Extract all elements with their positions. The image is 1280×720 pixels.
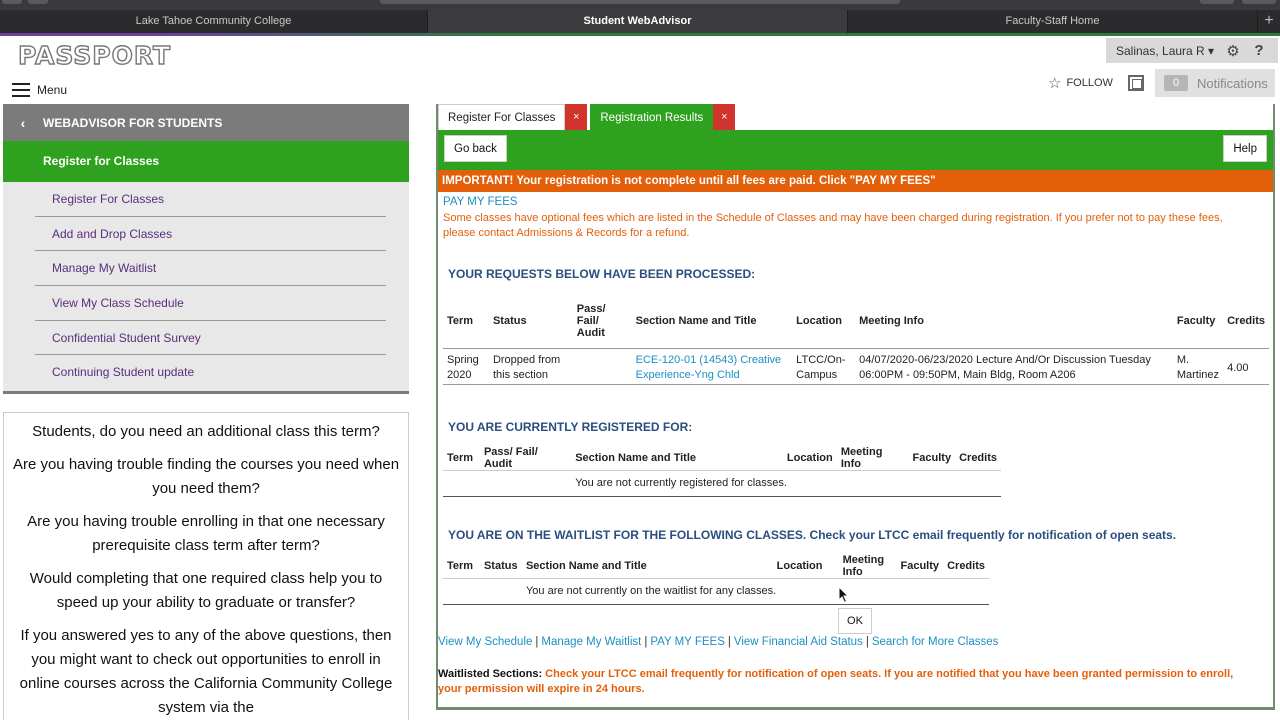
column-header: Credits <box>947 560 985 572</box>
sidebar-header-label: WEBADVISOR FOR STUDENTS <box>43 115 223 130</box>
registered-table <box>443 446 1001 497</box>
column-header: Meeting Info <box>842 554 885 578</box>
content-tabs <box>438 104 738 130</box>
chevron-left-icon[interactable]: ‹ <box>20 114 26 131</box>
column-header: Location <box>786 452 833 464</box>
status-cell: Dropped from this section <box>492 353 561 381</box>
waitlist-note-label: Waitlisted Sections: <box>438 668 543 680</box>
menu-button[interactable] <box>12 83 67 97</box>
meeting-cell: 04/07/2020-06/23/2020 Lecture And/Or Discussion Tuesday 06:00PM - 09:50PM, Main Bldg, Room A206 <box>859 353 1151 381</box>
pay-my-fees-footer-link[interactable]: PAY MY FEES <box>650 636 725 648</box>
column-header: Credits <box>1227 314 1265 327</box>
pay-my-fees-link[interactable]: PAY MY FEES <box>443 196 518 208</box>
info-paragraph: Students, do you need an additional class this term? <box>32 423 380 440</box>
follow-label: FOLLOW <box>1066 77 1113 89</box>
waitlist-note <box>438 667 1258 697</box>
sidebar-item-add-drop[interactable]: Add and Drop Classes <box>35 217 386 252</box>
search-more-classes-link[interactable]: Search for More Classes <box>871 636 999 648</box>
manage-my-waitlist-link[interactable]: Manage My Waitlist <box>541 636 642 648</box>
sidebar <box>3 104 409 394</box>
browser-extension-button[interactable] <box>1200 0 1234 4</box>
tab-registration-results[interactable]: Registration Results <box>590 104 713 130</box>
column-header: Location <box>776 560 823 572</box>
column-header: Section Name and Title <box>635 314 757 327</box>
address-bar[interactable] <box>380 0 900 4</box>
help-button[interactable]: Help <box>1223 135 1267 162</box>
main-panel <box>436 104 1275 710</box>
registered-empty-message: You are not currently registered for classes. <box>575 477 787 489</box>
column-header: Faculty <box>912 452 952 464</box>
table-row <box>443 348 1269 384</box>
credits-cell: 4.00 <box>1227 361 1249 374</box>
link-separator: | <box>727 636 731 648</box>
waitlist-title: YOU ARE ON THE WAITLIST FOR THE FOLLOWING CLASSES. Check your LTCC email frequently for notification of open seats. <box>448 528 1177 542</box>
browser-menu-button[interactable] <box>1242 0 1276 4</box>
column-header: Status <box>492 314 527 327</box>
passport-logo[interactable]: PASSPORT <box>18 41 172 70</box>
empty-cell <box>443 579 522 605</box>
sidebar-item-survey[interactable]: Confidential Student Survey <box>35 321 386 356</box>
action-bar <box>438 130 1273 170</box>
link-separator: | <box>535 636 539 648</box>
notifications-count: 0 <box>1164 75 1188 91</box>
link-separator: | <box>644 636 648 648</box>
sidebar-item-schedule[interactable]: View My Class Schedule <box>35 286 386 321</box>
column-header: Section Name and Title <box>575 452 697 464</box>
browser-tab-ltcc[interactable]: Lake Tahoe Community College <box>0 10 428 33</box>
column-header: Pass/ Fail/ Audit <box>483 446 538 470</box>
pass-fail-cell <box>573 348 632 384</box>
section-link[interactable]: ECE-120-01 (14543) Creative Experience-Yng Chld <box>635 353 782 381</box>
browser-back-button[interactable] <box>2 0 22 4</box>
column-header: Faculty <box>1176 314 1216 327</box>
info-paragraph: Are you having trouble enrolling in that one necessary prerequisite class term after term? <box>27 513 385 554</box>
browser-tabbar <box>0 10 1280 33</box>
browser-tab-webadvisor[interactable]: Student WebAdvisor <box>428 10 848 33</box>
table-header-row <box>443 554 989 579</box>
info-panel <box>3 412 409 720</box>
fullscreen-icon[interactable] <box>1128 75 1144 91</box>
menu-label: Menu <box>37 83 68 97</box>
user-bar <box>1106 38 1278 63</box>
faculty-cell: M. Martinez <box>1176 353 1220 381</box>
empty-cell <box>443 471 571 497</box>
waitlist-table <box>443 554 989 605</box>
info-paragraph: If you answered yes to any of the above questions, then you might want to check out opportunities to enroll in online courses across the California Community College system via the <box>19 627 393 716</box>
hamburger-icon <box>12 83 30 97</box>
column-header: Section Name and Title <box>525 560 647 572</box>
table-header-row <box>443 294 1269 348</box>
column-header: Credits <box>959 452 997 464</box>
info-paragraph: Would completing that one required class help you to speed up your ability to graduate or transfer? <box>29 570 383 611</box>
info-paragraph: Are you having trouble finding the courses you need when you need them? <box>12 456 400 497</box>
waitlist-empty-message: You are not currently on the waitlist for any classes. <box>525 585 777 597</box>
follow-button[interactable] <box>1048 73 1113 93</box>
sidebar-item-update[interactable]: Continuing Student update <box>52 365 195 380</box>
column-header: Status <box>483 560 518 572</box>
sidebar-list <box>35 182 386 390</box>
processed-title: YOUR REQUESTS BELOW HAVE BEEN PROCESSED: <box>448 267 756 281</box>
column-header: Pass/ Fail/ Audit <box>576 302 606 339</box>
column-header: Term <box>447 560 474 572</box>
term-cell: Spring 2020 <box>447 353 479 381</box>
close-icon[interactable]: × <box>713 104 735 130</box>
table-header-row <box>443 446 1001 471</box>
mouse-cursor-icon <box>838 586 850 604</box>
table-row <box>443 579 989 605</box>
browser-tab-faculty[interactable]: Faculty-Staff Home <box>848 10 1258 33</box>
column-header: Term <box>447 452 474 464</box>
footer-links <box>438 636 998 648</box>
column-header: Location <box>796 314 843 327</box>
notifications-label: Notifications <box>1197 75 1268 91</box>
sidebar-header[interactable] <box>3 104 409 141</box>
gear-icon[interactable]: ⚙ <box>1226 42 1240 60</box>
help-icon[interactable]: ? <box>1254 42 1264 59</box>
waitlist-note-text: Check your LTCC email frequently for notification of open seats. If you are notified that you have been granted permission to enroll, your permission will expire in 24 hours. <box>438 668 1234 695</box>
optional-fees-text: Some classes have optional fees which are listed in the Schedule of Classes and may have been charged during registration. If you prefer not to pay these fees, please contact Admissions & Records for a refund. <box>443 212 1223 239</box>
table-row <box>443 471 1001 497</box>
column-header: Faculty <box>900 560 940 572</box>
go-back-button[interactable]: Go back <box>444 135 507 162</box>
notifications-button[interactable] <box>1155 69 1275 97</box>
sidebar-active-section[interactable]: Register for Classes <box>3 141 409 182</box>
tab-register-for-classes[interactable]: Register For Classes <box>438 104 565 130</box>
important-notice: IMPORTANT! Your registration is not complete until all fees are paid. Click "PAY MY FEES" <box>438 170 1273 192</box>
sidebar-item-waitlist[interactable]: Manage My Waitlist <box>35 251 386 286</box>
browser-forward-button[interactable] <box>28 0 48 4</box>
view-my-schedule-link[interactable]: View My Schedule <box>438 636 533 648</box>
column-header: Term <box>447 314 474 327</box>
brand-stripe <box>0 33 1280 36</box>
location-cell: LTCC/On-Campus <box>796 353 846 381</box>
processed-table <box>443 294 1269 385</box>
column-header: Meeting Info <box>859 314 924 327</box>
view-financial-aid-link[interactable]: View Financial Aid Status <box>733 636 863 648</box>
new-tab-icon[interactable]: + <box>1264 12 1274 29</box>
link-separator: | <box>865 636 869 648</box>
user-menu-button[interactable]: Salinas, Laura R ▾ <box>1116 43 1215 58</box>
close-icon[interactable]: × <box>565 104 587 130</box>
registered-title: YOU ARE CURRENTLY REGISTERED FOR: <box>448 420 693 434</box>
star-icon: ☆ <box>1048 75 1062 92</box>
column-header: Meeting Info <box>840 446 883 470</box>
sidebar-item-register[interactable]: Register For Classes <box>35 182 386 217</box>
browser-toolbar <box>0 0 1280 10</box>
ok-button[interactable]: OK <box>838 608 872 634</box>
